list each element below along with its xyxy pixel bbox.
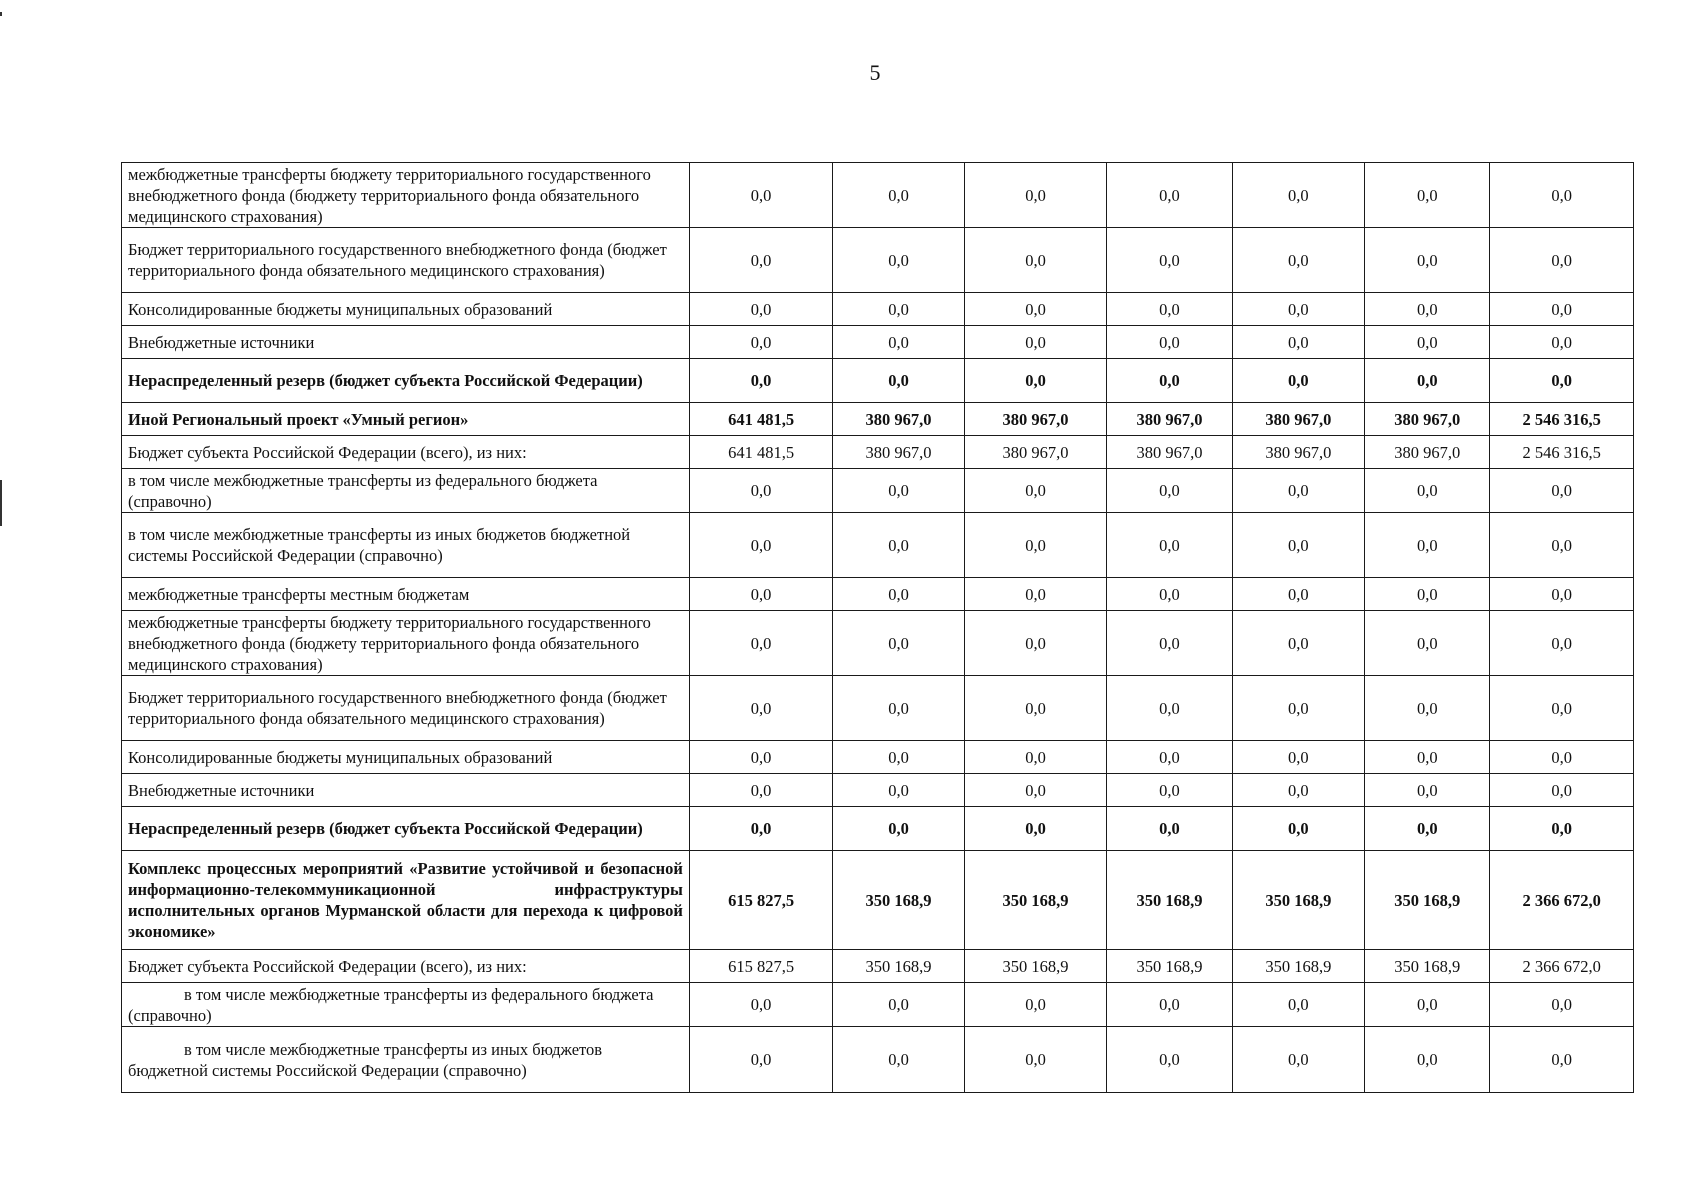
value-cell: 0,0 [1232, 326, 1364, 359]
row-label: межбюджетные трансферты местным бюджетам [122, 578, 690, 611]
row-label: в том числе межбюджетные трансферты из федерального бюджета (справочно) [122, 983, 690, 1027]
value-cell: 0,0 [689, 611, 832, 676]
row-label: Внебюджетные источники [122, 774, 690, 807]
table-row [122, 359, 1634, 403]
scan-edge-mark [0, 12, 2, 16]
row-label: в том числе межбюджетные трансферты из иных бюджетов бюджетной системы Российской Федерации (справочно) [122, 1027, 690, 1093]
value-cell: 350 168,9 [964, 950, 1106, 983]
value-cell: 615 827,5 [689, 950, 832, 983]
value-cell: 2 546 316,5 [1490, 403, 1634, 436]
row-label: Консолидированные бюджеты муниципальных образований [122, 741, 690, 774]
value-cell: 0,0 [833, 983, 964, 1027]
value-cell: 350 168,9 [1232, 851, 1364, 950]
value-cell: 2 546 316,5 [1490, 436, 1634, 469]
value-cell: 0,0 [1490, 1027, 1634, 1093]
value-cell: 0,0 [1232, 1027, 1364, 1093]
row-label: Иной Региональный проект «Умный регион» [122, 403, 690, 436]
value-cell: 350 168,9 [833, 950, 964, 983]
value-cell: 0,0 [1107, 513, 1232, 578]
value-cell: 0,0 [964, 578, 1106, 611]
value-cell: 0,0 [1232, 774, 1364, 807]
value-cell: 0,0 [964, 469, 1106, 513]
value-cell: 0,0 [1232, 359, 1364, 403]
row-label: Нераспределенный резерв (бюджет субъекта Российской Федерации) [122, 807, 690, 851]
value-cell: 615 827,5 [689, 851, 832, 950]
value-cell: 350 168,9 [833, 851, 964, 950]
table-row [122, 611, 1634, 676]
value-cell: 2 366 672,0 [1490, 950, 1634, 983]
value-cell: 0,0 [689, 774, 832, 807]
value-cell: 0,0 [964, 741, 1106, 774]
value-cell: 380 967,0 [1365, 436, 1490, 469]
value-cell: 0,0 [1490, 611, 1634, 676]
value-cell: 0,0 [964, 228, 1106, 293]
value-cell: 0,0 [833, 469, 964, 513]
value-cell: 0,0 [964, 326, 1106, 359]
value-cell: 0,0 [1365, 326, 1490, 359]
value-cell: 0,0 [1107, 469, 1232, 513]
value-cell: 0,0 [689, 983, 832, 1027]
value-cell: 0,0 [1490, 774, 1634, 807]
budget-table [121, 162, 1634, 1093]
table-row [122, 741, 1634, 774]
value-cell: 0,0 [689, 293, 832, 326]
value-cell: 0,0 [1365, 807, 1490, 851]
value-cell: 0,0 [1107, 1027, 1232, 1093]
row-label: межбюджетные трансферты бюджету территориального государственного внебюджетного фонда (бюджету территориального фонда обязательного медицинского страхования) [122, 611, 690, 676]
value-cell: 0,0 [1232, 513, 1364, 578]
value-cell: 0,0 [1365, 676, 1490, 741]
value-cell: 0,0 [1107, 228, 1232, 293]
value-cell: 641 481,5 [689, 403, 832, 436]
value-cell: 380 967,0 [1365, 403, 1490, 436]
value-cell: 0,0 [1232, 741, 1364, 774]
scan-edge-mark [0, 480, 2, 526]
value-cell: 350 168,9 [1107, 950, 1232, 983]
value-cell: 0,0 [1232, 163, 1364, 228]
value-cell: 0,0 [1490, 326, 1634, 359]
row-label: в том числе межбюджетные трансферты из федерального бюджета (справочно) [122, 469, 690, 513]
value-cell: 2 366 672,0 [1490, 851, 1634, 950]
value-cell: 0,0 [964, 163, 1106, 228]
table-row [122, 676, 1634, 741]
value-cell: 0,0 [1365, 359, 1490, 403]
value-cell: 0,0 [833, 578, 964, 611]
value-cell: 350 168,9 [1365, 950, 1490, 983]
value-cell: 0,0 [689, 228, 832, 293]
value-cell: 0,0 [833, 676, 964, 741]
table-row [122, 163, 1634, 228]
value-cell: 0,0 [1365, 293, 1490, 326]
value-cell: 0,0 [1107, 326, 1232, 359]
row-label: Бюджет субъекта Российской Федерации (всего), из них: [122, 436, 690, 469]
value-cell: 0,0 [1107, 807, 1232, 851]
value-cell: 0,0 [1490, 359, 1634, 403]
value-cell: 350 168,9 [1232, 950, 1364, 983]
value-cell: 0,0 [964, 293, 1106, 326]
row-label: Бюджет территориального государственного внебюджетного фонда (бюджет территориального фонда обязательного медицинского страхования) [122, 676, 690, 741]
value-cell: 0,0 [1107, 293, 1232, 326]
value-cell: 0,0 [1107, 578, 1232, 611]
value-cell: 0,0 [833, 807, 964, 851]
row-label: Бюджет субъекта Российской Федерации (всего), из них: [122, 950, 690, 983]
value-cell: 0,0 [1490, 513, 1634, 578]
value-cell: 0,0 [1365, 469, 1490, 513]
value-cell: 0,0 [1232, 578, 1364, 611]
value-cell: 0,0 [1107, 163, 1232, 228]
table-row [122, 950, 1634, 983]
value-cell: 0,0 [1232, 611, 1364, 676]
value-cell: 350 168,9 [1107, 851, 1232, 950]
value-cell: 0,0 [833, 1027, 964, 1093]
table-row [122, 228, 1634, 293]
value-cell: 0,0 [1490, 293, 1634, 326]
value-cell: 0,0 [1232, 228, 1364, 293]
table-row [122, 326, 1634, 359]
value-cell: 0,0 [1365, 983, 1490, 1027]
value-cell: 0,0 [1107, 359, 1232, 403]
table-row [122, 469, 1634, 513]
value-cell: 380 967,0 [964, 436, 1106, 469]
table-row [122, 436, 1634, 469]
table-row [122, 774, 1634, 807]
value-cell: 0,0 [964, 983, 1106, 1027]
value-cell: 0,0 [1365, 774, 1490, 807]
value-cell: 0,0 [1365, 611, 1490, 676]
value-cell: 0,0 [964, 359, 1106, 403]
value-cell: 0,0 [1107, 741, 1232, 774]
value-cell: 380 967,0 [1232, 403, 1364, 436]
table-row [122, 851, 1634, 950]
table-row [122, 403, 1634, 436]
value-cell: 0,0 [964, 513, 1106, 578]
value-cell: 641 481,5 [689, 436, 832, 469]
value-cell: 0,0 [964, 807, 1106, 851]
value-cell: 350 168,9 [1365, 851, 1490, 950]
value-cell: 0,0 [689, 359, 832, 403]
value-cell: 0,0 [1490, 228, 1634, 293]
value-cell: 0,0 [964, 611, 1106, 676]
value-cell: 0,0 [964, 676, 1106, 741]
value-cell: 0,0 [1365, 741, 1490, 774]
table-row [122, 513, 1634, 578]
value-cell: 0,0 [1365, 1027, 1490, 1093]
value-cell: 0,0 [833, 741, 964, 774]
value-cell: 0,0 [1107, 676, 1232, 741]
value-cell: 0,0 [1365, 513, 1490, 578]
value-cell: 0,0 [1365, 578, 1490, 611]
value-cell: 0,0 [833, 163, 964, 228]
row-label: в том числе межбюджетные трансферты из иных бюджетов бюджетной системы Российской Федерации (справочно) [122, 513, 690, 578]
value-cell: 0,0 [1490, 578, 1634, 611]
value-cell: 0,0 [689, 676, 832, 741]
value-cell: 0,0 [1232, 807, 1364, 851]
value-cell: 0,0 [689, 163, 832, 228]
value-cell: 350 168,9 [964, 851, 1106, 950]
value-cell: 0,0 [689, 807, 832, 851]
value-cell: 0,0 [1490, 983, 1634, 1027]
value-cell: 0,0 [833, 611, 964, 676]
value-cell: 0,0 [689, 578, 832, 611]
row-label: Консолидированные бюджеты муниципальных образований [122, 293, 690, 326]
value-cell: 380 967,0 [964, 403, 1106, 436]
row-label: Бюджет территориального государственного внебюджетного фонда (бюджет территориального фонда обязательного медицинского страхования) [122, 228, 690, 293]
value-cell: 380 967,0 [1107, 403, 1232, 436]
value-cell: 0,0 [1490, 676, 1634, 741]
value-cell: 0,0 [1107, 774, 1232, 807]
value-cell: 0,0 [1365, 228, 1490, 293]
page-number: 5 [869, 60, 881, 85]
row-label: Внебюджетные источники [122, 326, 690, 359]
value-cell: 0,0 [833, 774, 964, 807]
value-cell: 0,0 [1232, 983, 1364, 1027]
value-cell: 380 967,0 [833, 403, 964, 436]
value-cell: 0,0 [1490, 163, 1634, 228]
table-row [122, 293, 1634, 326]
value-cell: 0,0 [1365, 163, 1490, 228]
value-cell: 0,0 [689, 513, 832, 578]
table-row [122, 983, 1634, 1027]
row-label: Нераспределенный резерв (бюджет субъекта Российской Федерации) [122, 359, 690, 403]
value-cell: 380 967,0 [1107, 436, 1232, 469]
value-cell: 0,0 [1490, 807, 1634, 851]
value-cell: 0,0 [1232, 293, 1364, 326]
value-cell: 0,0 [833, 326, 964, 359]
value-cell: 0,0 [689, 741, 832, 774]
value-cell: 0,0 [1490, 469, 1634, 513]
value-cell: 0,0 [833, 359, 964, 403]
table-row [122, 578, 1634, 611]
table-row [122, 1027, 1634, 1093]
value-cell: 0,0 [833, 293, 964, 326]
value-cell: 0,0 [1107, 611, 1232, 676]
value-cell: 0,0 [1232, 676, 1364, 741]
value-cell: 0,0 [964, 774, 1106, 807]
row-label: межбюджетные трансферты бюджету территориального государственного внебюджетного фонда (бюджету территориального фонда обязательного медицинского страхования) [122, 163, 690, 228]
value-cell: 0,0 [689, 469, 832, 513]
value-cell: 0,0 [964, 1027, 1106, 1093]
value-cell: 0,0 [833, 513, 964, 578]
value-cell: 0,0 [833, 228, 964, 293]
value-cell: 0,0 [689, 1027, 832, 1093]
table-row [122, 807, 1634, 851]
value-cell: 380 967,0 [833, 436, 964, 469]
row-label: Комплекс процессных мероприятий «Развитие устойчивой и безопасной информационно-телекоммуникационной инфраструктуры исполнительных органов Мурманской области для перехода к цифровой экономике» [122, 851, 690, 950]
value-cell: 380 967,0 [1232, 436, 1364, 469]
value-cell: 0,0 [1107, 983, 1232, 1027]
value-cell: 0,0 [689, 326, 832, 359]
value-cell: 0,0 [1490, 741, 1634, 774]
value-cell: 0,0 [1232, 469, 1364, 513]
